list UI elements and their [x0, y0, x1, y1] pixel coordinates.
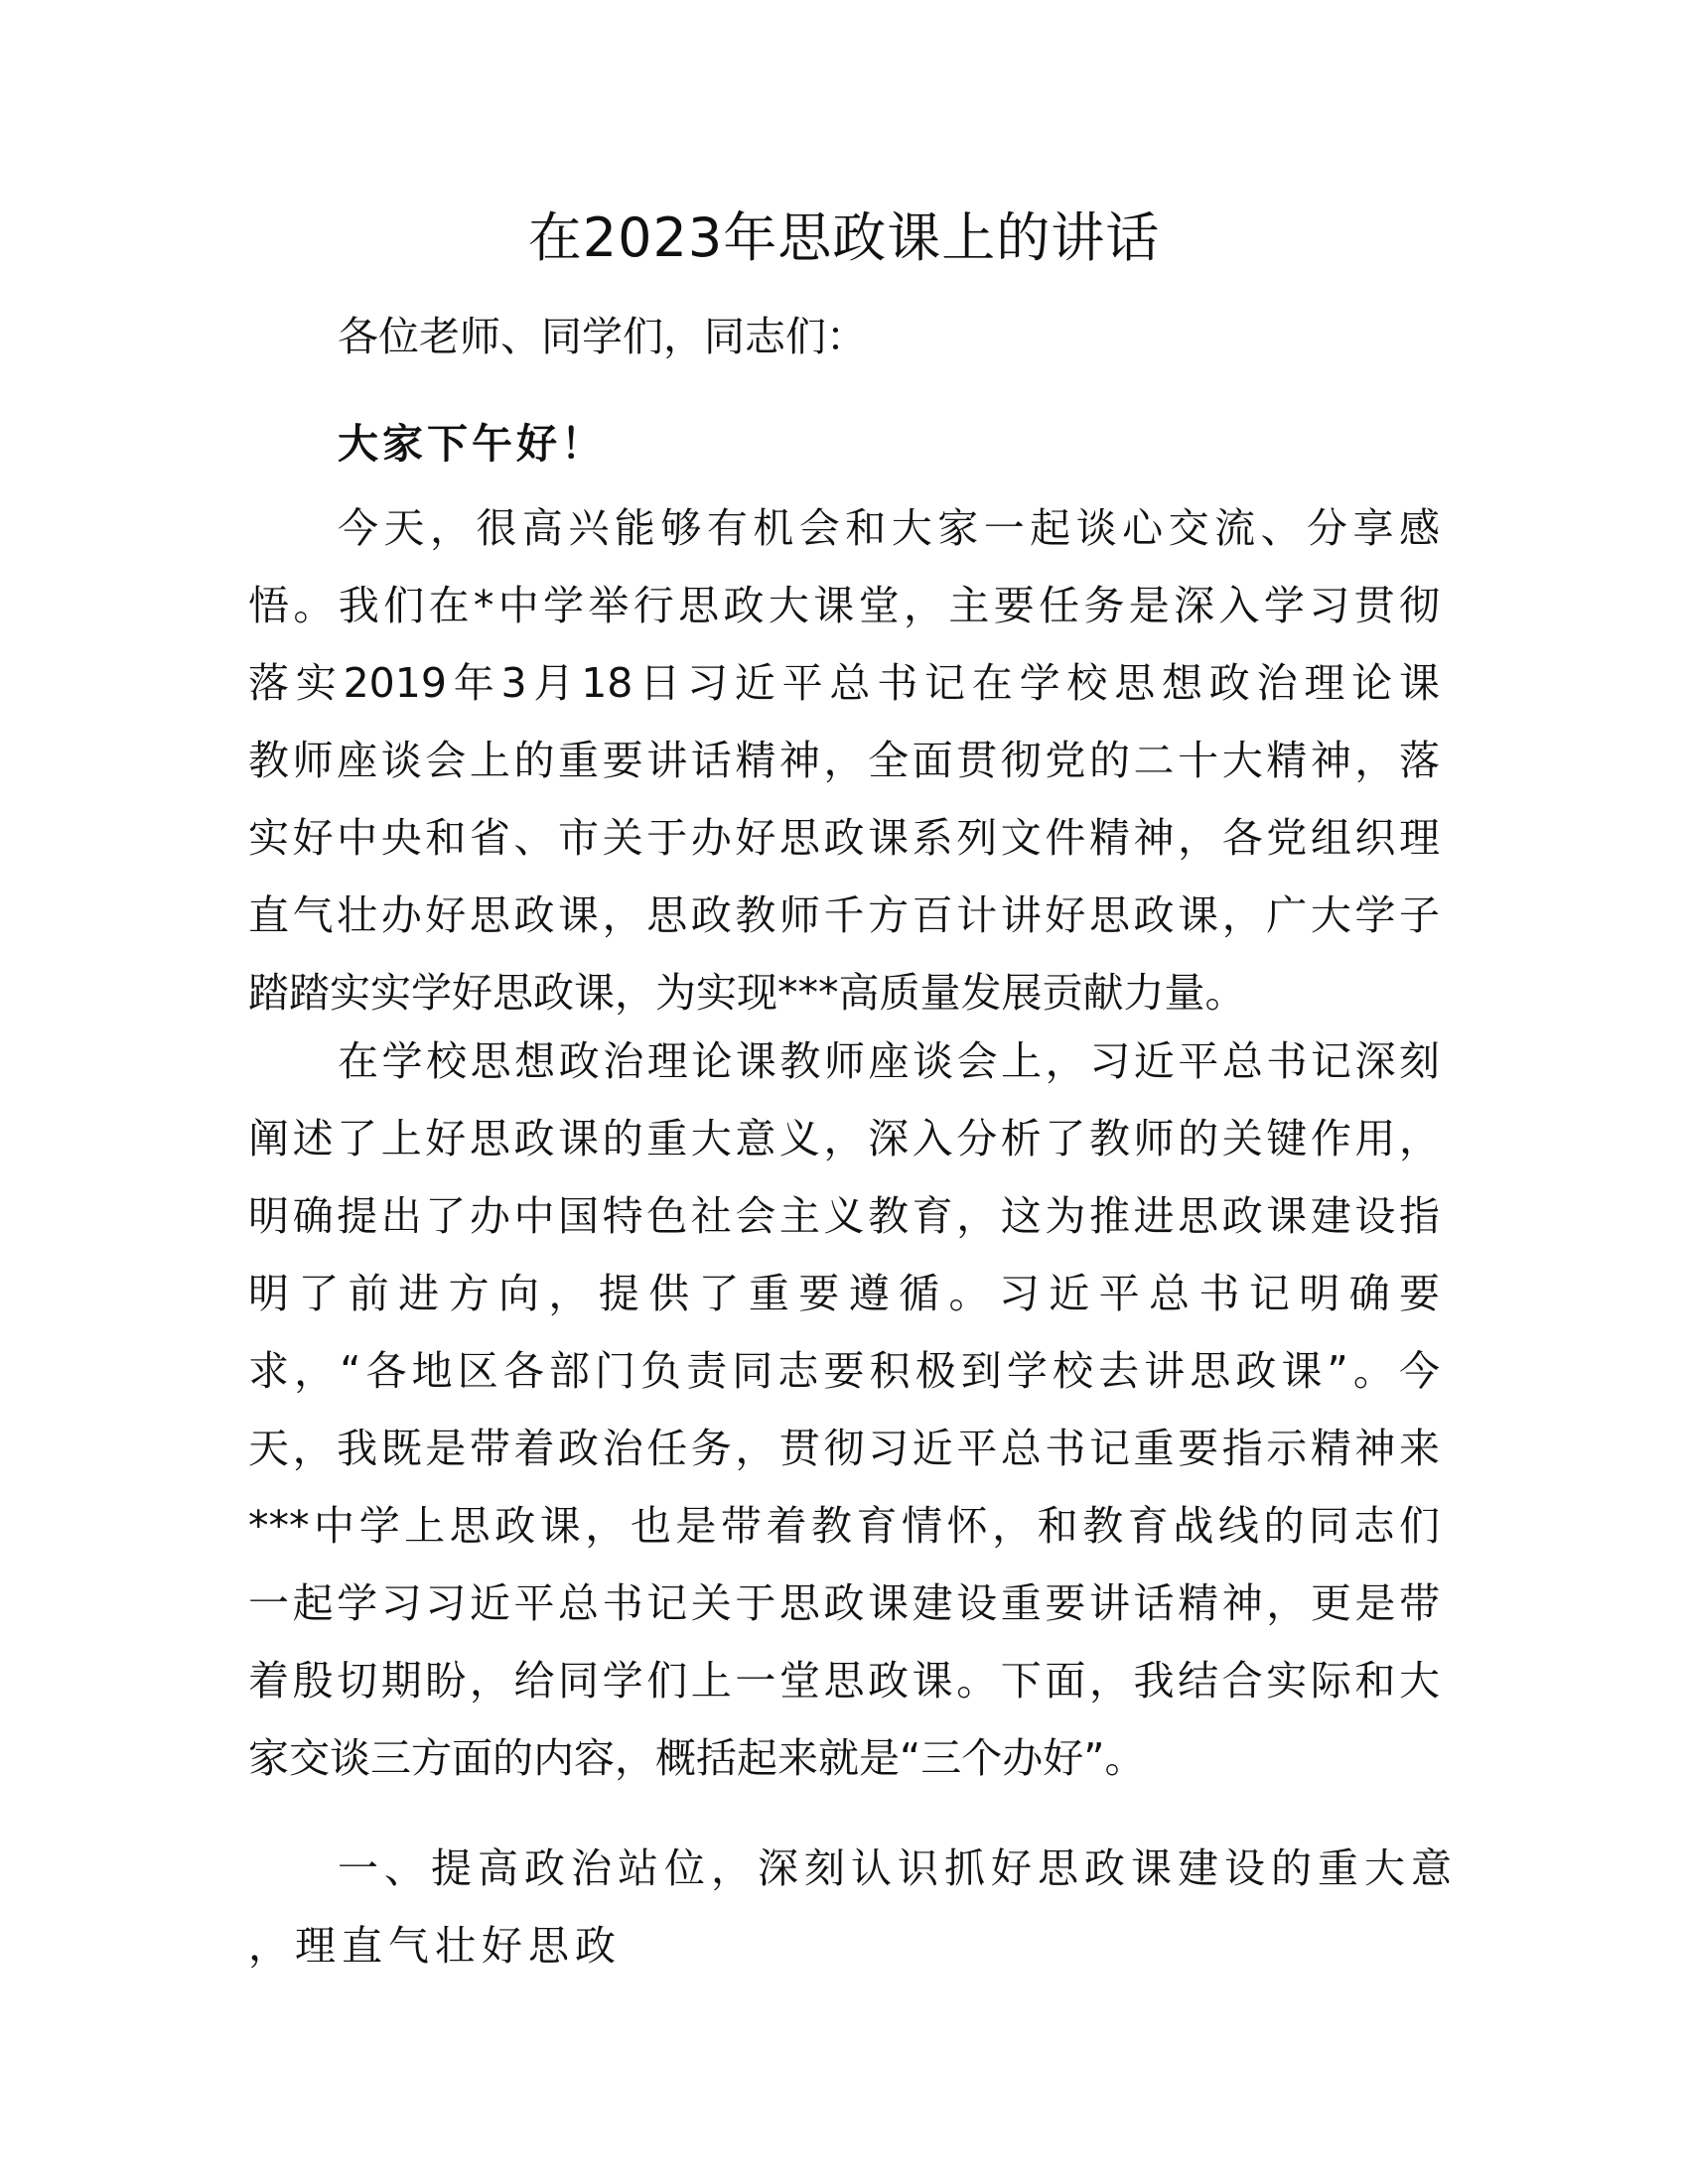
paragraph-line: 天，我既是带着政治任务，贯彻习近平总书记重要指示精神来 [248, 1425, 1440, 1472]
salutation [248, 298, 1440, 375]
paragraph-line: 着殷切期盼，给同学们上一堂思政课。下面，我结合实际和大 [248, 1657, 1440, 1705]
paragraph-line: 直气壮办好思政课，思政教师千方百计讲好思政课，广大学子 [248, 891, 1440, 939]
paragraph-line: 在学校思想政治理论课教师座谈会上，习近平总书记深刻 [338, 1037, 1440, 1085]
opening-text: 大家下午好！ [338, 420, 606, 468]
paragraph-line: 阐述了上好思政课的重大意义，深入分析了教师的关键作用， [248, 1115, 1440, 1162]
paragraph-line: 明了前进方向，提供了重要遵循。习近平总书记明确要 [248, 1270, 1440, 1317]
paragraph-line: 实好中央和省、市关于办好思政课系列文件精神，各党组织理 [248, 814, 1440, 862]
paragraph-line: 落实2019年3月18日习近平总书记在学校思想政治理论课 [248, 659, 1440, 707]
paragraph-line: 一起学习习近平总书记关于思政课建设重要讲话精神，更是带 [248, 1579, 1440, 1627]
section-heading-1 [248, 1830, 1458, 1984]
paragraph-2 [248, 1023, 1440, 1797]
document-title: 在2023年思政课上的讲话 [527, 206, 1161, 269]
paragraph-line: 明确提出了办中国特色社会主义教育，这为推进思政课建设指 [248, 1192, 1440, 1240]
paragraph-line: 教师座谈会上的重要讲话精神，全面贯彻党的二十大精神，落 [248, 737, 1440, 784]
salutation-text: 各位老师、同学们，同志们： [338, 313, 867, 360]
paragraph-line: 悟。我们在*中学举行思政大课堂，主要任务是深入学习贯彻 [248, 582, 1440, 629]
paragraph-line: 求，“各地区各部门负责同志要积极到学校去讲思政课”。今 [248, 1347, 1440, 1395]
paragraph-line: ***中学上思政课，也是带着教育情怀，和教育战线的同志们 [248, 1502, 1440, 1550]
paragraph-line: 今天，很高兴能够有机会和大家一起谈心交流、分享感 [338, 504, 1440, 552]
paragraph-line: 家交谈三方面的内容，概括起来就是“三个办好”。 [248, 1734, 1146, 1782]
heading-line: ，理直气壮好思政 [248, 1922, 622, 1970]
paragraph-1 [248, 489, 1440, 1031]
heading-line: 一、提高政治站位，深刻认识抓好思政课建设的重大意 [338, 1844, 1458, 1892]
paragraph-line: 踏踏实实学好思政课，为实现***高质量发展贡献力量。 [248, 969, 1246, 1017]
opening-greeting [248, 405, 1440, 482]
